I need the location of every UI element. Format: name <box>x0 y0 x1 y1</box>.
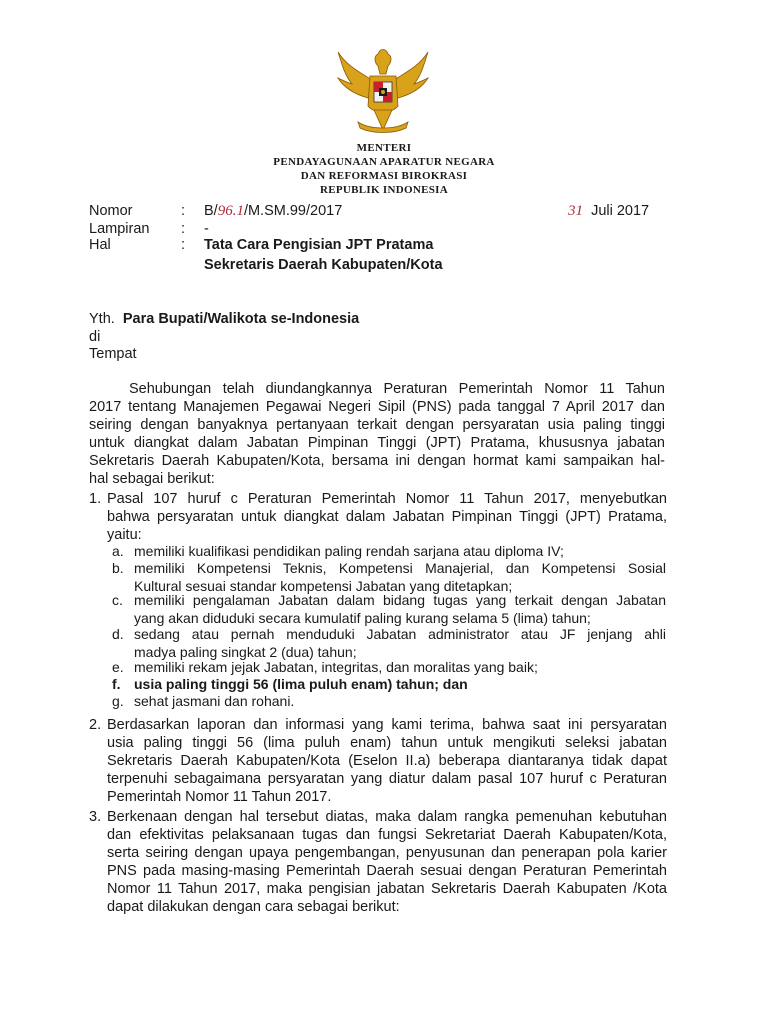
item-c-text: memiliki pengalaman Jabatan dalam bidang tugas yang terkait dengan Jabatan yang akan diduduki secara kumulatif paling kurang selama 5 (lima) tahun; <box>134 592 666 626</box>
point-1-line: yaitu: <box>107 527 142 543</box>
point-2-number: 2. <box>89 717 102 733</box>
yth-label: Yth. <box>89 311 115 327</box>
item-d-letter: d. <box>112 626 124 642</box>
kop-line-1: MENTERI <box>356 142 412 154</box>
kop-line-3: DAN REFORMASI BIROKRASI <box>300 170 468 182</box>
intro-line: Sekretaris Daerah Kabupaten/Kota, bersama ini dengan hormat kami sampaikan hal- <box>89 453 665 469</box>
point-1-text <box>107 490 667 544</box>
item-g-text: sehat jasmani dan rohani. <box>134 693 295 709</box>
lampiran-label: Lampiran <box>89 221 150 237</box>
kop-line-4: REPUBLIK INDONESIA <box>320 184 448 196</box>
item-f-text: usia paling tinggi 56 (lima puluh enam) tahun; dan <box>134 676 468 692</box>
intro-line: hal sebagai berikut: <box>89 471 215 487</box>
item-b-letter: b. <box>112 560 124 576</box>
point-1-number: 1. <box>89 491 102 507</box>
item-f-letter: f. <box>112 676 121 692</box>
hal-colon: : <box>181 237 186 253</box>
garuda-emblem <box>334 44 432 140</box>
item-a-text: memiliki kualifikasi pendidikan paling rendah sarjana atau diploma IV; <box>134 543 564 559</box>
letter-date: 31 Juli 2017 <box>568 203 650 219</box>
item-g-letter: g. <box>112 693 124 709</box>
intro-line: 2017 tentang Manajemen Pegawai Negeri Sipil (PNS) pada tanggal 7 April 2017 dan <box>89 399 665 415</box>
item-c-letter: c. <box>112 592 123 608</box>
intro-line: seiring dengan banyaknya pertanyaan terkait dengan persyaratan usia paling tinggi <box>89 417 665 433</box>
hal-line-1: Tata Cara Pengisian JPT Pratama <box>204 237 434 253</box>
point-3-text: Berkenaan dengan hal tersebut diatas, maka dalam rangka pemenuhan kebutuhan dan efektivitas pelaksanaan tugas dan fungsi Sekretariat Daerah Kabupaten/Kota, serta seiring dengan upaya pengembangan, penyusunan dan penerapan pola karier PNS pada masing-masing Pemerintah Daerah sesuai dengan Peraturan Pemerintah Nomor 11 Tahun 2017, maka pengisian jabatan Sekretaris Daerah Kabupaten /Kota dapat dilakukan dengan cara sebagai berikut: <box>107 809 667 915</box>
item-b-text: memiliki Kompetensi Teknis, Kompetensi Manajerial, dan Kompetensi Sosial Kultural sesuai standar kompetensi Jabatan yang ditetapkan; <box>134 560 666 594</box>
addressee-name: Para Bupati/Walikota se-Indonesia <box>122 311 360 327</box>
lampiran-colon: : <box>181 221 186 237</box>
nomor-colon: : <box>181 203 186 219</box>
addressee-di: di <box>89 329 101 345</box>
intro-paragraph <box>89 380 665 488</box>
item-e-text: memiliki rekam jejak Jabatan, integritas, dan moralitas yang baik; <box>134 659 538 675</box>
addressee <box>89 311 359 327</box>
date-day-handwritten: 31 <box>568 203 583 219</box>
nomor-handwritten: 96.1 <box>217 203 244 219</box>
nomor-label: Nomor <box>89 203 133 219</box>
nomor-value: B/96.1/M.SM.99/2017 <box>204 203 343 219</box>
point-2-text: Berdasarkan laporan dan informasi yang kami terima, bahwa saat ini persyaratan usia paling tinggi 56 (lima puluh enam) tahun untuk mengikuti seleksi jabatan Sekretaris Daerah Kabupaten/Kota (Eselon II.a) beberapa diantaranya tidak dapat terpenuhi sebagaimana persyaratan yang diatur dalam pasal 107 huruf c Peraturan Pemerintah Nomor 11 Tahun 2017. <box>107 717 667 805</box>
item-a-letter: a. <box>112 543 124 559</box>
intro-line: untuk diangkat dalam Jabatan Pimpinan Tinggi (JPT) Pratama, khususnya jabatan <box>89 435 665 451</box>
point-1-line: Pasal 107 huruf c Peraturan Pemerintah Nomor 11 Tahun 2017, menyebutkan <box>107 491 667 507</box>
item-e-letter: e. <box>112 659 124 675</box>
lampiran-value: - <box>204 221 209 237</box>
point-3-number: 3. <box>89 809 102 825</box>
kop-line-2: PENDAYAGUNAAN APARATUR NEGARA <box>273 156 495 168</box>
hal-line-2: Sekretaris Daerah Kabupaten/Kota <box>204 257 443 273</box>
point-1-line: bahwa persyaratan untuk diangkat dalam Jabatan Pimpinan Tinggi (JPT) Pratama, <box>107 509 667 525</box>
intro-line: Sehubungan telah diundangkannya Peraturan Pemerintah Nomor 11 Tahun <box>129 381 665 397</box>
addressee-tempat: Tempat <box>89 346 137 362</box>
hal-label: Hal <box>89 237 111 253</box>
item-d-text: sedang atau pernah menduduki Jabatan administrator atau JF jenjang ahli madya paling singkat 2 (dua) tahun; <box>134 626 666 660</box>
